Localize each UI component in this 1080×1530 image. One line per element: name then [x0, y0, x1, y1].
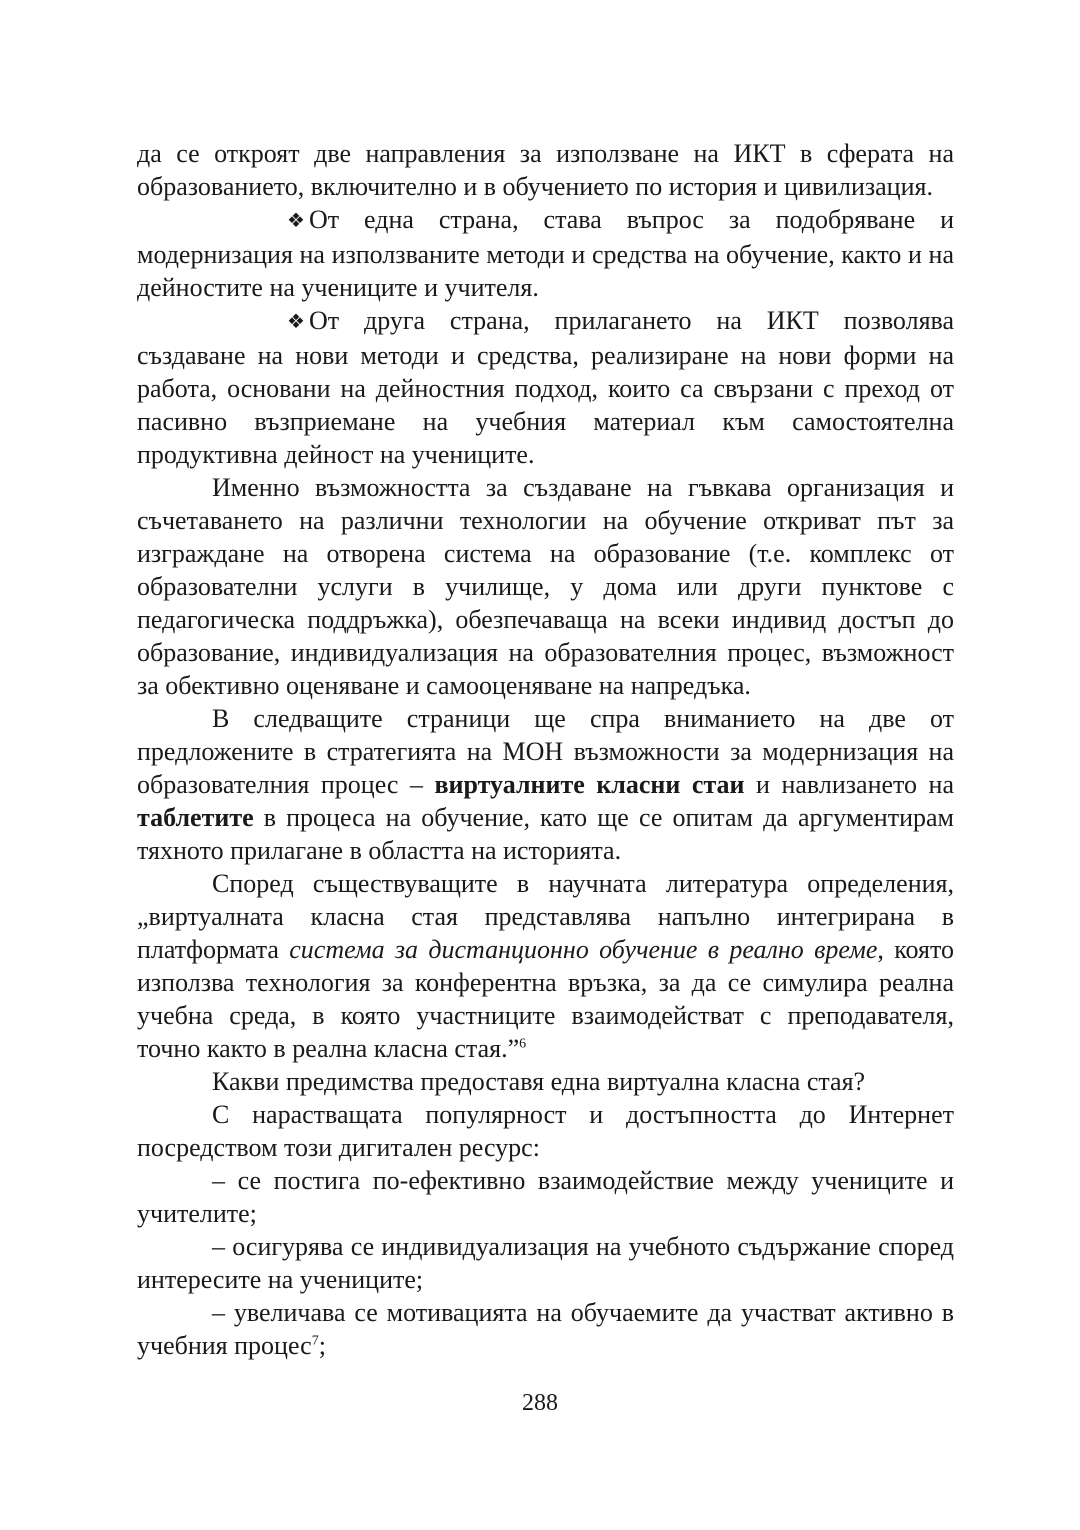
list-item-motivation: [137, 1296, 954, 1362]
paragraph-intro-text: да се откроят две направления за използване на ИКТ в сферата на образованието, включително и в обучението по история и цивилизация.: [137, 139, 954, 201]
diamond-bullet-icon: ❖: [287, 210, 305, 232]
list-item-individualization-text: – осигурява се индивидуализация на учебното съдържание според интересите на учениците;: [137, 1232, 954, 1294]
paragraph-strategy: [137, 702, 954, 867]
footnote-ref-6: 6: [519, 1036, 527, 1052]
paragraph-open-system-text: Именно възможността за създаване на гъвкава организация и съчетаването на различни технологии на обучение откриват път за изграждане на отворена система на образование (т.е. комплекс от образователни услуги в училище, у дома или други пунктове с педагогическа поддръжка), обезпечаваща на всеки индивид достъп до образование, индивидуализация на образователния процес, възможност за обективно оценяване и самооценяване на напредъка.: [137, 473, 954, 700]
definition-text-end: , която използва технология за конферентна връзка, за да се симулира реална учебна среда, в която участниците взаимодействат с преподавателя, точно както в реална класна стая.”: [137, 935, 955, 1063]
paragraph-popularity: [137, 1098, 954, 1164]
tablets-term: таблетите: [137, 803, 254, 832]
paragraph-definition: [137, 867, 954, 1065]
paragraph-open-system: [137, 471, 954, 702]
virtual-classrooms-term: виртуалните класни стаи: [434, 770, 745, 799]
definition-text-start: Според съществуващите в научната литература определения, „виртуалната класна стая представлява напълно интегрирана в платформата: [137, 869, 954, 964]
body-text: [137, 137, 954, 1362]
bullet-paragraph-2-text: От друга страна, прилагането на ИКТ позволява създаване на нови методи и средства, реализиране на нови форми на работа, основани на дейностния подход, които са свързани с преход от пасивно възприемане на учебния материал към самостоятелна продуктивна дейност на учениците.: [137, 306, 954, 469]
paragraph-intro: [137, 137, 954, 203]
paragraph-question: [137, 1065, 954, 1098]
question-text: Какви предимства предоставя една виртуална класна стая?: [212, 1067, 866, 1096]
list-item-motivation-text: – увеличава се мотивацията на обучаемите да участват активно в учебния процес: [137, 1298, 954, 1360]
strategy-text-start: В следващите страници ще спра вниманието на две от предложените в стратегията на МОН възможности за модернизация на образователния процес –: [137, 704, 954, 799]
bullet-paragraph-2: [137, 304, 954, 471]
list-item-motivation-end: ;: [318, 1331, 326, 1360]
list-item-individualization: [137, 1230, 954, 1296]
bullet-paragraph-1-text: От една страна, става въпрос за подобряване и модернизация на използваните методи и средства на обучение, както и на дейностите на учениците и учителя.: [137, 205, 954, 302]
definition-italic-phrase: система за дистанционно обучение в реално време: [289, 935, 878, 964]
strategy-text-middle: и навлизането на: [756, 770, 955, 799]
strategy-text-end: в процеса на обучение, като ще се опитам да аргументирам тяхното прилагане в областта на историята.: [137, 803, 954, 865]
popularity-text: С нарастващата популярност и достъпността до Интернет посредством този дигитален ресурс:: [137, 1100, 954, 1162]
list-item-interaction-text: – се постига по-ефективно взаимодействие между учениците и учителите;: [137, 1166, 954, 1228]
diamond-bullet-icon: ❖: [287, 311, 305, 333]
page-number: 288: [522, 1390, 558, 1416]
footnote-ref-7: 7: [311, 1333, 319, 1349]
bullet-paragraph-1: [137, 203, 954, 304]
list-item-interaction: [137, 1164, 954, 1230]
